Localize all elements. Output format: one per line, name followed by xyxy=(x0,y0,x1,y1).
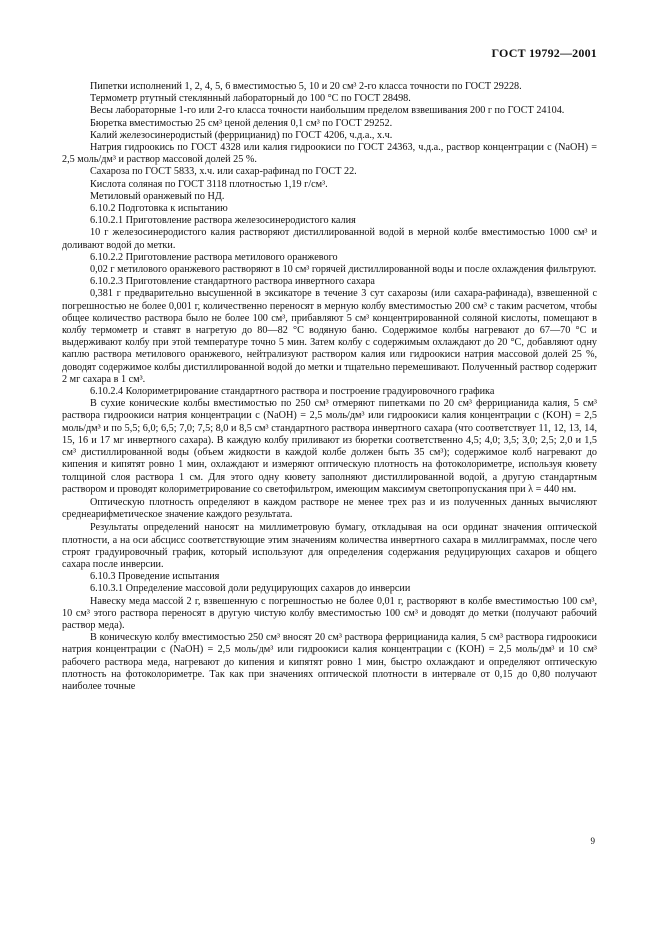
paragraph: В сухие конические колбы вместимостью по 250 см³ отмеряют пипетками по 20 см³ феррицианида калия, 5 см³ раствора гидроокиси натрия концентрации с (NaOH) = 2,5 моль/дм³ или гидроокиси калия концентрации с (KOH) = 2,5 моль/дм³ и по 5,5; 6,0; 6,5; 7,0; 7,5; 8,0 и 8,5 см³ стандартного раствора инвертного сахара (что соответствует 11, 12, 13, 14, 15, 16 и 17 мг инвертного сахара). В каждую колбу приливают из бюретки соответственно 4,5; 4,0; 3,5; 3,0; 2,5; 2,0 и 1,5 см³ дистиллированной воды (объем жидкости в каждой колбе должен быть 35 см³); содержимое колб нагревают до кипения и кипятят ровно 1 мин, охлаждают и измеряют оптическую плотность на фотоколориметре, используя кювету толщиной слоя раствора 1 см. Для этого одну кювету заполняют дистиллированной водой, а другую стандартным раствором и проводят колориметрирование со светофильтром, имеющим максимум светопропускания при λ = 440 нм. xyxy=(62,398,597,495)
paragraph: Калий железосинеродистый (феррицианид) по ГОСТ 4206, ч.д.а., х.ч. xyxy=(90,129,393,141)
paragraph: 0,381 г предварительно высушенной в эксикаторе в течение 3 сут сахарозы (или сахара-рафинада), взвешенной с погрешностью не более 0,001 г, количественно переносят в мерную колбу вместимостью 200 см³ с таким расчетом, чтобы общее количество раствора было не более 100 см³, прибавляют 5 см³ концентрированной соляной кислоты, помещают в колбу термометр и ставят в нагретую до 80—82 °С водяную баню. Содержимое колбы нагревают до 67—70 °С и выдерживают колбу при этой температуре точно 5 мин. Затем колбу с содержимым охлаждают до 20 °С, добавляют одну каплю раствора метилового оранжевого, нейтрализуют раствором калия или гидроокиси натрия массовой долей 25 %, доводят содержимое колбы дистиллированной водой до метки и тщательно перемешивают. Полученный раствор содержит 2 мг сахара в 1 см³. xyxy=(62,288,597,385)
paragraph: Навеску меда массой 2 г, взвешенную с погрешностью не более 0,01 г, растворяют в колбе вместимостью 100 см³, 10 см³ этого раствора переносят в другую чистую колбу вместимостью 100 см³ и доводят до метки (получают рабочий раствор меда). xyxy=(62,595,597,631)
section-heading: 6.10.2.3 Приготовление стандартного раствора инвертного сахара xyxy=(90,276,375,288)
paragraph: Пипетки исполнений 1, 2, 4, 5, 6 вместимостью 5, 10 и 20 см³ 2-го класса точности по ГОСТ 29228. xyxy=(90,81,522,92)
paragraph: Термометр ртутный стеклянный лабораторный до 100 °С по ГОСТ 28498. xyxy=(90,93,411,105)
paragraph: В коническую колбу вместимостью 250 см³ вносят 20 см³ раствора феррицианида калия, 5 см³ раствора гидроокиси натрия концентрации с (NaOH) = 2,5 моль/дм³ или гидроокиси калия концентрации с (KOH) = 2,5 моль/дм³ и 10 см³ рабочего раствора меда, нагревают до кипения и кипятят ровно 1 мин, быстро охлаждают и определяют оптическую плотность на фотоколориметре. Так как при значениях оптической плотности в интервале от 0,15 до 0,80 получают наиболее точные xyxy=(62,632,597,692)
paragraph: Бюретка вместимостью 25 см³ ценой деления 0,1 см³ по ГОСТ 29252. xyxy=(90,117,393,129)
section-heading: 6.10.3 Проведение испытания xyxy=(90,571,220,583)
paragraph: 10 г железосинеродистого калия растворяют дистиллированной водой в мерной колбе вместимостью 1000 см³ и доливают водой до метки. xyxy=(62,227,597,251)
section-heading: 6.10.2.2 Приготовление раствора метилового оранжевого xyxy=(90,251,338,263)
section-heading: 6.10.2 Подготовка к испытанию xyxy=(90,203,228,215)
paragraph: Весы лабораторные 1-го или 2-го класса точности наибольшим пределом взвешивания 200 г по ГОСТ 24104. xyxy=(90,105,565,117)
paragraph: Натрия гидроокись по ГОСТ 4328 или калия гидроокиси по ГОСТ 24363, ч.д.а., раствор концентрации с (NaOH) = 2,5 моль/дм³ и раствор массовой долей 25 %. xyxy=(62,142,597,166)
section-heading: 6.10.2.1 Приготовление раствора железосинеродистого калия xyxy=(90,215,356,227)
section-heading: 6.10.3.1 Определение массовой доли редуцирующих сахаров до инверсии xyxy=(90,583,411,595)
paragraph: Результаты определений наносят на миллиметровую бумагу, откладывая на оси ординат значения оптической плотности, а на оси абсцисс соответствующие этим значениям количества инвертного сахара в миллиграммах, после чего строят градуировочный график, который используют для определения содержания редуцирующих сахаров и общего сахара после инверсии. xyxy=(62,522,597,570)
paragraph: Оптическую плотность определяют в каждом растворе не менее трех раз и из полученных данных вычисляют среднеарифметическое значение каждого результата. xyxy=(62,496,597,521)
paragraph: Сахароза по ГОСТ 5833, х.ч. или сахар-рафинад по ГОСТ 22. xyxy=(90,166,357,178)
section-heading: 6.10.2.4 Колориметрирование стандартного раствора и построение градуировочного графика xyxy=(90,386,495,398)
paragraph: Кислота соляная по ГОСТ 3118 плотностью 1,19 г/см³. xyxy=(90,178,328,190)
paragraph: 0,02 г метилового оранжевого растворяют в 10 см³ горячей дистиллированной воды и после охлаждения фильтруют. xyxy=(90,264,597,276)
document-body xyxy=(62,81,597,693)
paragraph: Метиловый оранжевый по НД. xyxy=(90,190,225,202)
page-number: 9 xyxy=(590,836,595,846)
standard-code-header: ГОСТ 19792—2001 xyxy=(491,46,597,60)
